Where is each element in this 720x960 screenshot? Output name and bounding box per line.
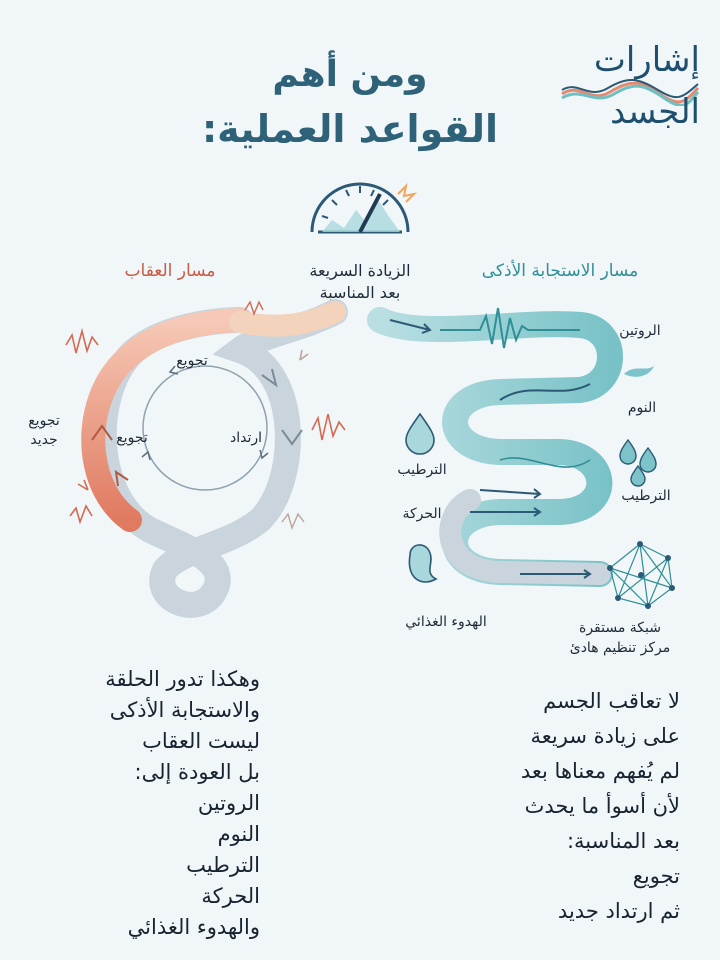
bottom-right-line: بعد المناسبة:	[566, 829, 680, 853]
bottom-right-line: لم يُفهم معناها بعد	[520, 759, 680, 783]
title-line2: القواعد العملية:	[201, 107, 499, 151]
label-hydration-right: الترطيب	[621, 488, 671, 504]
punish-cycle	[66, 302, 345, 605]
label-starve-outer-2: جديد	[30, 432, 58, 448]
bottom-left-line: الترطيب	[186, 853, 260, 877]
bottom-left-line: والهدوء الغذائي	[127, 915, 260, 939]
bottom-right-line: ثم ارتداد جديد	[557, 899, 680, 923]
label-starve-mid: تجويع	[116, 430, 148, 446]
zigzag-icon	[66, 331, 98, 353]
label-digestive: الهدوء الغذائي	[405, 614, 487, 630]
moon-wave-icon	[624, 366, 654, 377]
zigzag-icon	[70, 506, 92, 522]
stomach-icon	[409, 545, 436, 582]
logo-text-line1: إشارات	[593, 40, 700, 80]
bottom-left-line: النوم	[217, 822, 260, 846]
label-movement: الحركة	[402, 506, 442, 522]
bottom-right-line: لأن أسوأ ما يحدث	[524, 794, 680, 818]
center-label-line2: بعد المناسبة	[319, 283, 401, 302]
bottom-right-line: تجويع	[632, 864, 680, 888]
water-drop-icon	[406, 414, 434, 454]
network-icon	[607, 541, 675, 609]
bottom-left-line: بل العودة إلى:	[134, 760, 260, 784]
zigzag-icon	[282, 514, 304, 528]
bottom-right-line: على زيادة سريعة	[530, 724, 680, 748]
left-heading: مسار العقاب	[124, 261, 216, 281]
bottom-left-line: الروتين	[197, 791, 260, 815]
bottom-left-text	[40, 664, 260, 943]
logo-text-line2: الجسد	[610, 92, 700, 132]
zigzag-icon	[312, 414, 345, 440]
bottom-right-line: لا تعاقب الجسم	[543, 689, 680, 713]
page-title	[180, 48, 520, 156]
label-sleep: النوم	[627, 400, 657, 416]
label-network-2: مركز تنظيم هادئ	[569, 640, 671, 656]
inner-ring	[143, 366, 267, 490]
right-heading: مسار الاستجابة الأذكى	[481, 261, 639, 281]
brand-logo	[560, 40, 700, 140]
bottom-left-line: والاستجابة الأذكى	[109, 698, 260, 722]
water-drops-icon	[620, 440, 656, 486]
bottom-left-line: ليست العقاب	[142, 729, 260, 753]
cycle-diagram	[0, 160, 720, 660]
label-starve-top: تجويع	[176, 353, 208, 369]
label-hydration-left: الترطيب	[397, 462, 447, 478]
bottom-left-line: الحركة	[201, 884, 260, 908]
gauge-icon	[312, 184, 414, 232]
title-line1: ومن أهم	[272, 54, 428, 95]
label-network-1: شبكة مستقرة	[579, 620, 661, 636]
label-routine: الروتين	[619, 323, 661, 339]
center-label-line1: الزيادة السريعة	[309, 261, 411, 280]
label-rebound: ارتداد	[229, 430, 263, 446]
label-starve-outer-1: تجويع	[28, 413, 60, 429]
bottom-left-line: وهكذا تدور الحلقة	[105, 667, 260, 691]
bottom-right-text	[440, 684, 680, 929]
